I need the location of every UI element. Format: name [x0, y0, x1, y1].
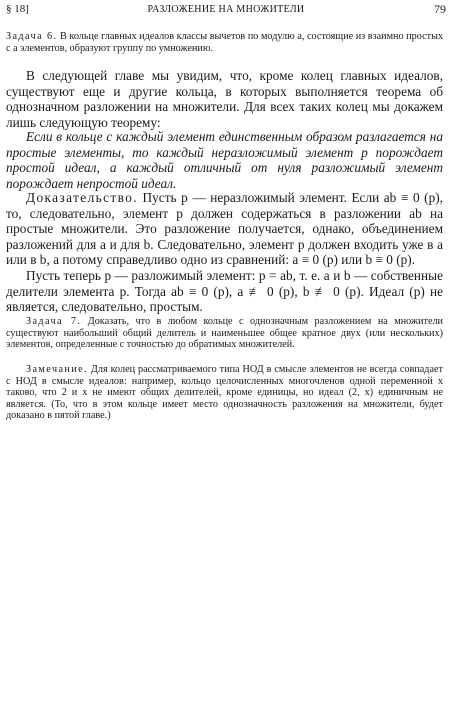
problem-6-label: Задача 6. — [6, 31, 58, 42]
page-number: 79 — [434, 2, 446, 16]
problem-6 — [6, 31, 443, 54]
remark-text: Для колец рассматриваемого типа НОД в смысле элементов не всегда совпадает с НОД в смысле идеалов: например, кольцо целочисленных многочленов одной переменной x таково, что 2 и x не имеют общих делителей, кроме единицы, но идеал (2, x) единичным не является. (То, что в этом кольце имеет место однозначность разложения на множители, будет доказано в пятой главе.) — [6, 364, 443, 422]
remark — [6, 364, 443, 422]
proof-paragraph-2: Пусть теперь p — разложимый элемент: p = ab, т. е. a и b — собственные делители элемента p. Тогда ab ≡ 0 (p), a ≢ 0 (p), b ≢ 0 (p). Идеал (p) не является, следовательно, простым. — [6, 268, 443, 314]
intro-paragraph: В следующей главе мы увидим, что, кроме колец главных идеалов, существуют еще и другие кольца, в которых выполняется теорема об однозначном разложении на множители. Для всех таких колец мы докажем лишь следующую теорему: — [6, 68, 443, 130]
problem-7 — [6, 316, 443, 351]
proof-label: Доказательство. — [26, 190, 138, 205]
problem-7-text: Доказать, что в любом кольце с однозначным разложением на множители существуют наибольший общий делитель и наименьшее общее кратное двух (или нескольких) элементов, определенные с точностью до обратимых множителей. — [6, 316, 443, 351]
running-title: РАЗЛОЖЕНИЕ НА МНОЖИТЕЛИ — [147, 4, 305, 15]
section-reference: § 18] — [6, 3, 29, 15]
remark-label: Замечание. — [26, 364, 88, 375]
running-header — [6, 2, 446, 18]
proof-paragraph-1 — [6, 190, 443, 268]
proof-text: Пусть p — неразложимый элемент. Если ab ≡ 0 (p), то, следовательно, элемент p должен содержаться в разложении ab на простые множители. Это разложение получается, однако, объединением разложений для a и для b. Следовательно, элемент p должен входить уже в a или в b, а потому справедливо одно из сравнений: a ≡ 0 (p) или b ≡ 0 (p). — [6, 190, 443, 267]
theorem-statement: Если в кольце с каждый элемент единственным образом разлагается на простые элементы, то каждый неразложимый элемент p порождает простой идеал, а каждый отличный от нуля разложимый элемент порождает непростой идеал. — [6, 129, 443, 191]
problem-7-label: Задача 7. — [26, 316, 82, 327]
problem-6-text: В кольце главных идеалов классы вычетов по модулю a, состоящие из взаимно простых с a элементов, образуют группу по умножению. — [6, 31, 444, 54]
